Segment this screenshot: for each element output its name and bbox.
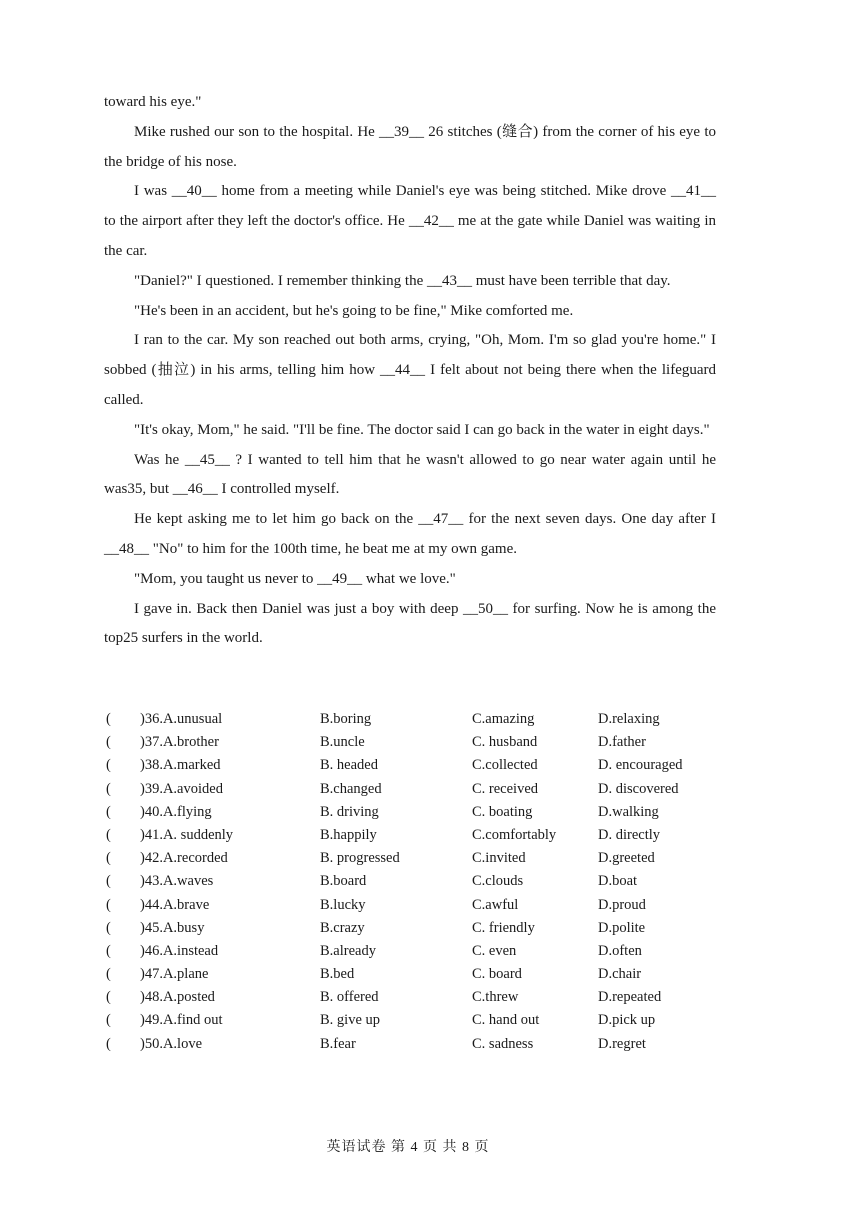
option-a: )42.A.recorded: [140, 850, 228, 867]
question-row: [106, 917, 726, 940]
option-c: C. received: [472, 780, 539, 797]
option-c: C. even: [472, 942, 517, 959]
option-b: B.happily: [320, 826, 377, 843]
option-b: B. progressed: [320, 850, 400, 867]
option-c: C. hand out: [472, 1012, 540, 1029]
answer-blank[interactable]: (: [106, 757, 111, 774]
option-a: )37.A.brother: [140, 734, 219, 751]
option-d: D.walking: [598, 803, 659, 820]
answer-blank[interactable]: (: [106, 942, 111, 959]
answer-blank[interactable]: (: [106, 734, 111, 751]
option-b: B.bed: [320, 966, 355, 983]
option-c: C.invited: [472, 850, 526, 867]
answer-blank[interactable]: (: [106, 989, 111, 1006]
question-row: [106, 824, 726, 847]
option-a: )41.A. suddenly: [140, 826, 234, 843]
option-b: B.board: [320, 873, 367, 890]
option-a: )49.A.find out: [140, 1012, 223, 1029]
passage-paragraph: "He's been in an accident, but he's going to be fine," Mike comforted me.: [134, 302, 574, 319]
question-row: [106, 1009, 726, 1032]
option-d: D. encouraged: [598, 757, 683, 774]
option-a: )45.A.busy: [140, 919, 205, 936]
option-a: )36.A.unusual: [140, 711, 223, 727]
option-a: )39.A.avoided: [140, 780, 223, 797]
option-b: B.already: [320, 942, 376, 959]
option-a: )43.A.waves: [140, 873, 214, 890]
option-c: C. sadness: [472, 1035, 534, 1052]
question-row: [106, 847, 726, 870]
option-d: D.greeted: [598, 850, 655, 867]
answer-blank[interactable]: (: [106, 780, 111, 797]
option-b: B. offered: [320, 989, 379, 1006]
answer-blank[interactable]: (: [106, 850, 111, 867]
passage-paragraph: He kept asking me to let him go back on the __47__ for the next seven days. One day after I __48__ "No" to him for the 100th time, he beat me at my own game.: [104, 511, 716, 557]
option-d: D. discovered: [598, 780, 679, 797]
question-row: [106, 754, 726, 777]
option-d: D.polite: [598, 919, 646, 936]
option-b: B. give up: [320, 1012, 381, 1029]
option-b: B. driving: [320, 803, 379, 820]
passage-paragraph: I gave in. Back then Daniel was just a boy with deep __50__ for surfing. Now he is among the top25 surfers in the world.: [104, 600, 716, 647]
option-d: D.father: [598, 734, 646, 751]
question-row: [106, 894, 726, 917]
passage-paragraph: Mike rushed our son to the hospital. He __39__ 26 stitches (缝合) from the corner of his eye to the bridge of his nose.: [104, 123, 716, 170]
option-c: C. boating: [472, 803, 533, 820]
answer-blank[interactable]: (: [106, 1035, 111, 1052]
question-row: [106, 986, 726, 1009]
option-b: B.lucky: [320, 896, 366, 913]
option-d: D.chair: [598, 966, 642, 983]
passage-paragraph: Was he __45__ ? I wanted to tell him that he wasn't allowed to go near water again until he was35, but __46__ I controlled myself.: [104, 451, 716, 498]
question-row: [106, 940, 726, 963]
question-row: [106, 708, 726, 731]
option-a: )46.A.instead: [140, 942, 219, 959]
option-c: C. board: [472, 966, 522, 983]
option-d: D.often: [598, 942, 642, 959]
option-d: D. directly: [598, 826, 661, 843]
passage-paragraph: toward his eye.": [104, 94, 202, 110]
option-d: D.repeated: [598, 989, 662, 1006]
option-b: B.changed: [320, 780, 382, 797]
question-row: [106, 870, 726, 893]
answer-blank[interactable]: (: [106, 803, 111, 820]
answer-blank[interactable]: (: [106, 826, 111, 843]
question-row: [106, 731, 726, 754]
option-a: )40.A.flying: [140, 803, 212, 820]
question-row: [106, 778, 726, 801]
page-footer: 英语试卷 第 4 页 共 8 页: [326, 1140, 490, 1155]
option-d: D.relaxing: [598, 711, 660, 727]
option-c: C.comfortably: [472, 826, 557, 843]
option-c: C. husband: [472, 734, 538, 751]
option-a: )48.A.posted: [140, 989, 215, 1006]
passage-paragraph: "Mom, you taught us never to __49__ what we love.": [134, 570, 456, 587]
option-d: D.boat: [598, 873, 638, 890]
option-c: C.collected: [472, 757, 538, 774]
passage-paragraph: I was __40__ home from a meeting while Daniel's eye was being stitched. Mike drove __41__ to the airport after they left the doctor's office. He __42__ me at the gate while Daniel was waiting in the car.: [104, 183, 716, 259]
option-d: D.regret: [598, 1035, 646, 1052]
answer-options: [106, 708, 726, 1056]
option-b: B.fear: [320, 1035, 356, 1052]
passage-paragraph: I ran to the car. My son reached out both arms, crying, "Oh, Mom. I'm so glad you're home." I sobbed (抽泣) in his arms, telling him how __44__ I felt about not being there when the lifeguard called.: [104, 332, 716, 408]
option-d: D.proud: [598, 896, 646, 913]
option-c: C.awful: [472, 896, 519, 913]
option-a: )50.A.love: [140, 1035, 203, 1052]
answer-blank[interactable]: (: [106, 896, 111, 913]
option-c: C.threw: [472, 989, 519, 1006]
option-d: D.pick up: [598, 1012, 656, 1029]
option-a: )44.A.brave: [140, 896, 210, 913]
answer-blank[interactable]: (: [106, 873, 111, 890]
option-a: )38.A.marked: [140, 757, 221, 774]
question-row: [106, 1033, 726, 1056]
option-a: )47.A.plane: [140, 966, 209, 983]
passage-paragraph: "Daniel?" I questioned. I remember thinking the __43__ must have been terrible that day.: [134, 272, 671, 289]
option-c: C.clouds: [472, 873, 524, 890]
answer-blank[interactable]: (: [106, 966, 111, 983]
option-b: B. headed: [320, 757, 378, 774]
option-c: C. friendly: [472, 919, 535, 936]
question-row: [106, 963, 726, 986]
answer-blank[interactable]: (: [106, 711, 111, 727]
question-row: [106, 801, 726, 824]
option-b: B.boring: [320, 711, 372, 727]
option-b: B.crazy: [320, 919, 365, 936]
option-c: C.amazing: [472, 711, 535, 727]
answer-blank[interactable]: (: [106, 919, 111, 936]
passage-paragraph: "It's okay, Mom," he said. "I'll be fine. The doctor said I can go back in the water in eight days.": [134, 421, 710, 438]
answer-blank[interactable]: (: [106, 1012, 111, 1029]
option-b: B.uncle: [320, 734, 365, 751]
reading-passage: [104, 88, 716, 654]
